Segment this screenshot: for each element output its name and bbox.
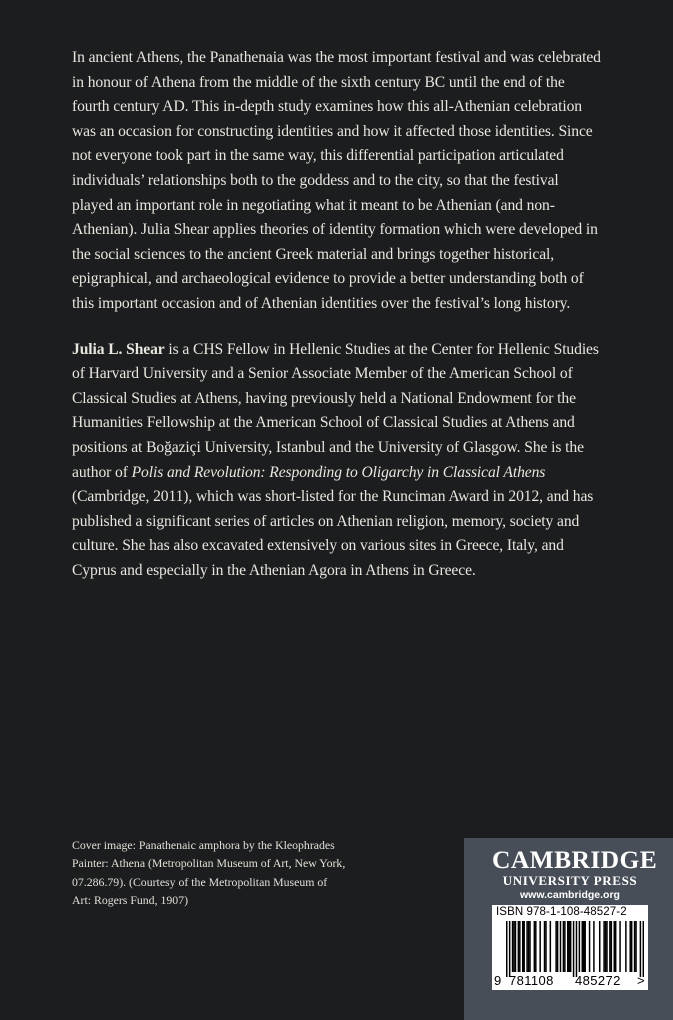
barcode-bars: [506, 921, 644, 977]
author-bio-paragraph: [72, 338, 602, 584]
barcode-bar: [599, 921, 601, 972]
barcode-bar: [640, 921, 642, 977]
barcode-bar: [613, 921, 615, 972]
barcode-bar: [603, 921, 605, 972]
back-cover-text: [72, 46, 602, 604]
barcode-bar: [512, 921, 514, 972]
barcode-bar: [545, 921, 547, 972]
barcode-digits-left: 781108: [509, 973, 554, 988]
publisher-url: www.cambridge.org: [520, 889, 620, 901]
barcode-bar: [539, 921, 541, 972]
barcode-bar: [635, 921, 637, 972]
barcode-bar: [605, 921, 607, 972]
publisher-name: CAMBRIDGE: [492, 845, 658, 874]
author-bio-text-2: (Cambridge, 2011), which was short-listed for the Runciman Award in 2012, and has published a significant series of articles on Athenian religion, memory, society and culture. She has also excavated extensively on various sites in Greece, Italy, and Cyprus and especially in the Athenian Agora in Athens in Greece.: [72, 488, 594, 579]
barcode-bar: [535, 921, 537, 972]
barcode-bar: [529, 921, 531, 972]
barcode-bar: [576, 921, 578, 977]
barcode-digit-first: 9: [494, 973, 502, 988]
barcode-bar: [557, 921, 559, 972]
barcode-bar: [509, 921, 511, 977]
isbn-label: ISBN 978-1-108-48527-2: [496, 906, 627, 918]
barcode-bar: [534, 921, 536, 972]
publisher-press: UNIVERSITY PRESS: [502, 873, 638, 888]
barcode-bar: [615, 921, 617, 972]
barcode-bar: [611, 921, 613, 972]
barcode-bar: [519, 921, 521, 972]
publisher-logo: [492, 845, 658, 902]
barcode-bar: [550, 921, 552, 972]
barcode-bar: [573, 921, 575, 977]
cover-image-credit: Cover image: Panathenaic amphora by the Kleophrades Painter: Athena (Metropolitan Museum of Art, New York, 07.286.79). (Courtesy of the Metropolitan Museum of Art: Rogers Fund, 1907): [72, 838, 346, 908]
barcode-bar: [584, 921, 586, 972]
barcode-arrow: >: [637, 973, 645, 988]
barcode-bar: [564, 921, 566, 972]
barcode-bar: [625, 921, 627, 972]
barcode-bar: [560, 921, 562, 972]
barcode-bar: [522, 921, 524, 972]
barcode-bar: [593, 921, 595, 972]
description-paragraph: In ancient Athens, the Panathenaia was the most important festival and was celebrated in honour of Athena from the middle of the sixth century BC until the end of the fourth century AD. This in-depth study examines how this all-Athenian celebration was an occasion for constructing identities and how it affected those identities. Since not everyone took part in the same way, this differential participation articulated individuals’ relationships both to the goddess and to the city, so that the festival played an important role in negotiating what it meant to be Athenian (and non-Athenian). Julia Shear applies theories of identity formation which were developed in the social sciences to the ancient Greek material and brings together historical, epigraphical, and archaeological evidence to provide a better understanding both of this important occasion and of Athenian identities over the festival’s long history.: [72, 49, 601, 312]
barcode-bar: [629, 921, 631, 972]
barcode-bar: [506, 921, 508, 977]
barcode-bar: [563, 921, 565, 972]
barcode-bar: [634, 921, 636, 972]
barcode-bar: [544, 921, 546, 972]
barcode-bar: [523, 921, 525, 972]
barcode-digits-right: 485272: [575, 973, 621, 988]
barcode-bar: [567, 921, 569, 972]
barcode-bar: [579, 921, 581, 972]
barcode-bar: [631, 921, 633, 972]
barcode-bar: [609, 921, 611, 972]
barcode-bar: [526, 921, 528, 972]
barcode-bar: [568, 921, 570, 972]
barcode-bar: [528, 921, 530, 972]
barcode-bar: [582, 921, 584, 972]
barcode-bar: [518, 921, 520, 972]
barcode-bar: [619, 921, 621, 972]
publisher-panel: [464, 838, 673, 1020]
isbn-barcode: [492, 905, 648, 990]
barcode-bar: [513, 921, 515, 972]
barcode-bar: [555, 921, 557, 972]
barcode-bar: [643, 921, 644, 977]
barcode-bar: [583, 921, 585, 972]
barcode-bar: [570, 921, 572, 972]
author-name: Julia L. Shear: [72, 340, 165, 358]
barcode-digits: [494, 973, 648, 990]
author-book-title: Polis and Revolution: Responding to Oligarchy in Classical Athens: [131, 463, 546, 481]
barcode-bar: [515, 921, 517, 972]
barcode-bar: [589, 921, 591, 972]
barcode-bar: [606, 921, 608, 972]
author-bio-text-1: is a CHS Fellow in Hellenic Studies at the Center for Hellenic Studies of Harvard University and a Senior Associate Member of the American School of Classical Studies at Athens, having previously held a National Endowment for the Humanities Fellowship at the American School of Classical Studies at Athens and positions at Boğaziçi University, Istanbul and the University of Glasgow. She is the author of: [72, 340, 599, 481]
